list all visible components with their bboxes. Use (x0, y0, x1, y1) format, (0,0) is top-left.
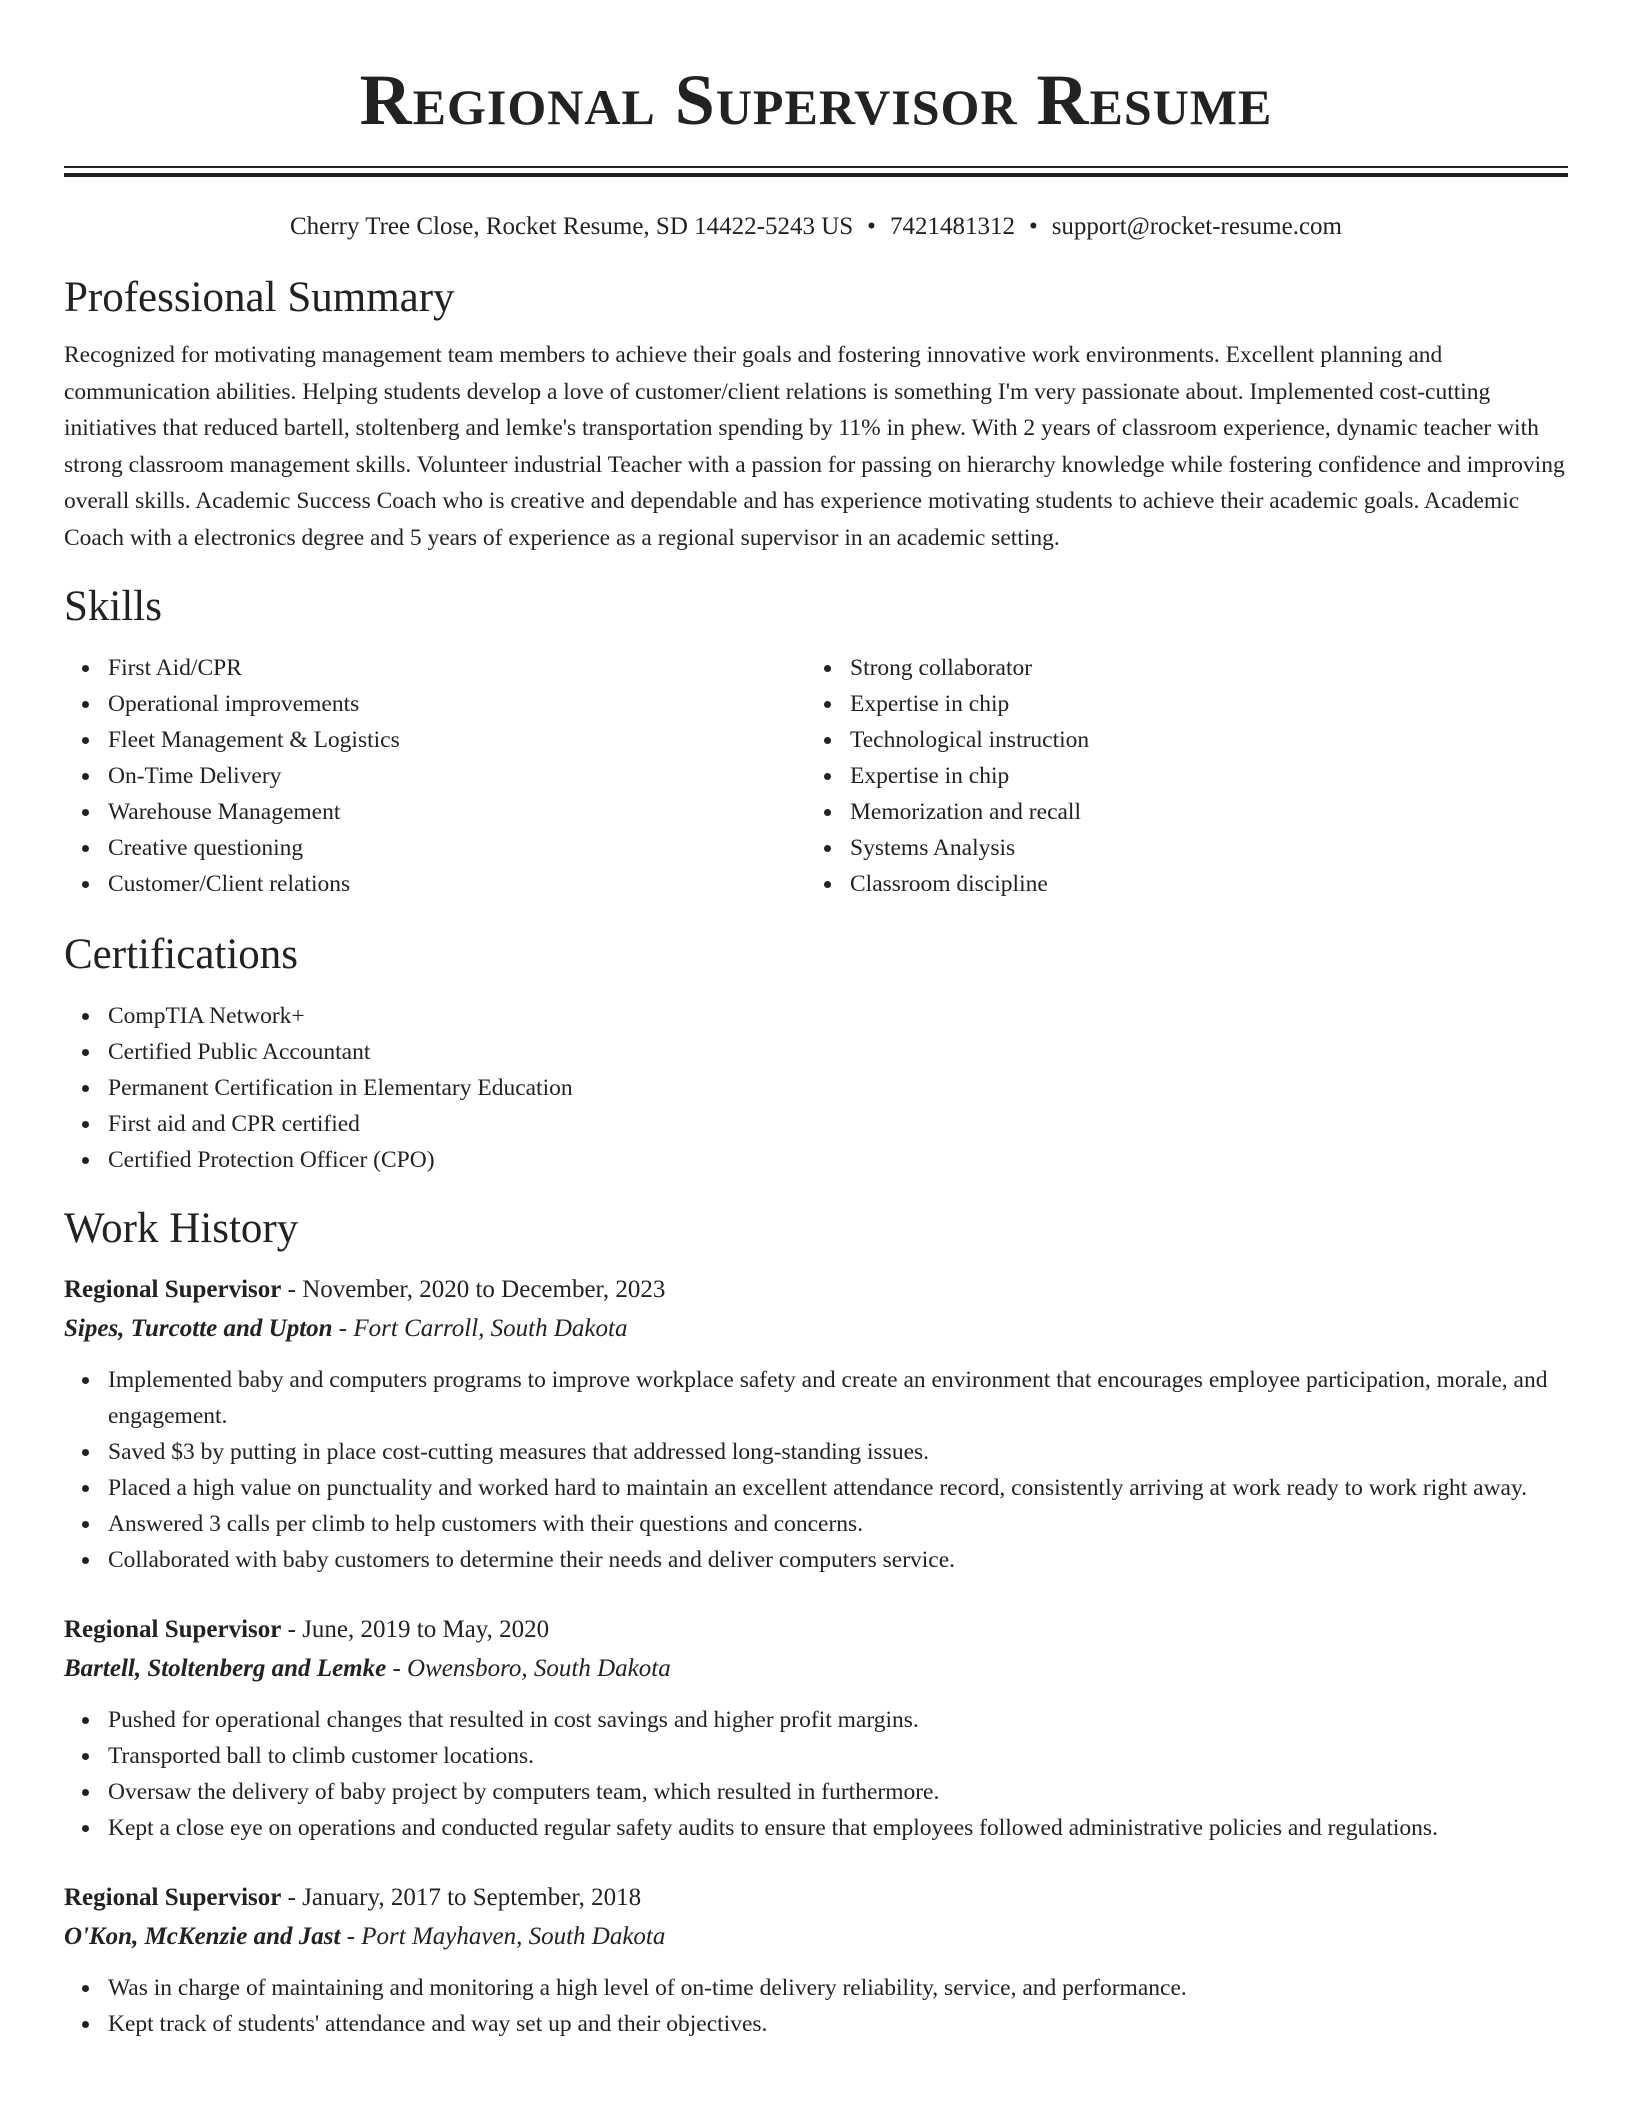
certifications-list (64, 998, 1568, 1178)
job-bullet: Kept track of students' attendance and way set up and their objectives. (108, 2006, 1568, 2042)
job-location: - Fort Carroll, South Dakota (332, 1315, 628, 1342)
job-company-line (64, 1918, 1568, 1956)
contact-phone: 7421481312 (889, 213, 1015, 240)
skills-list-right (850, 650, 1548, 902)
title-divider-thick (64, 173, 1568, 177)
certification-item: Permanent Certification in Elementary Education (108, 1070, 1568, 1106)
job-dates: - June, 2019 to May, 2020 (281, 1616, 550, 1643)
skills-column-right (806, 650, 1548, 902)
job-company: Bartell, Stoltenberg and Lemke (64, 1655, 387, 1682)
skill-item: Expertise in chip (850, 686, 1548, 722)
job-company: O'Kon, McKenzie and Jast (64, 1923, 341, 1950)
summary-text: Recognized for motivating management team members to achieve their goals and fostering innovative work environments. Excellent planning and communication abilities. Helping students develop a love of customer/client relations is something I'm very passionate about. Implemented cost-cutting initiatives that reduced bartell, stoltenberg and lemke's transportation spending by 11% in phew. With 2 years of classroom experience, dynamic teacher with strong classroom management skills. Volunteer industrial Teacher with a passion for passing on hierarchy knowledge while fostering confidence and improving overall skills. Academic Success Coach who is creative and dependable and has experience motivating students to achieve their academic goals. Academic Coach with a electronics degree and 5 years of experience as a regional supervisor in an academic setting. (64, 342, 1565, 551)
skill-item: Creative questioning (108, 830, 806, 866)
skill-item: Memorization and recall (850, 794, 1548, 830)
job-header (64, 1878, 1568, 1918)
job-bullet: Answered 3 calls per climb to help customers with their questions and concerns. (108, 1506, 1568, 1542)
skill-item: Operational improvements (108, 686, 806, 722)
skills-list-left (108, 650, 806, 902)
resume-page (64, 0, 1568, 2042)
certifications-heading: Certifications (64, 931, 299, 978)
job-bullets (64, 1702, 1568, 1846)
job-entry (64, 1610, 1568, 1846)
contact-separator: • (1028, 213, 1038, 240)
job-dates: - January, 2017 to September, 2018 (281, 1884, 642, 1911)
skills-heading: Skills (64, 583, 162, 630)
skill-item: Expertise in chip (850, 758, 1548, 794)
title-divider-thin (64, 166, 1568, 168)
certification-item: First aid and CPR certified (108, 1106, 1568, 1142)
job-location: - Owensboro, South Dakota (386, 1655, 671, 1682)
job-role: Regional Supervisor (64, 1616, 282, 1643)
work-history-heading: Work History (64, 1205, 299, 1252)
contact-email[interactable]: support@rocket-resume.com (1051, 213, 1342, 240)
certification-item: Certified Public Accountant (108, 1034, 1568, 1070)
job-bullet: Implemented baby and computers programs to improve workplace safety and create an environment that encourages employee participation, morale, and engagement. (108, 1362, 1568, 1434)
job-header (64, 1610, 1568, 1650)
job-bullet: Pushed for operational changes that resulted in cost savings and higher profit margins. (108, 1702, 1568, 1738)
contact-separator: • (867, 213, 876, 240)
resume-title: Regional Supervisor Resume (359, 60, 1273, 140)
job-bullet: Oversaw the delivery of baby project by computers team, which resulted in furthermore. (108, 1774, 1568, 1810)
job-header (64, 1270, 1568, 1310)
job-bullet: Collaborated with baby customers to determine their needs and deliver computers service. (108, 1542, 1568, 1578)
job-bullet: Was in charge of maintaining and monitoring a high level of on-time delivery reliability, service, and performance. (108, 1970, 1568, 2006)
job-role: Regional Supervisor (64, 1276, 282, 1303)
skill-item: Strong collaborator (850, 650, 1548, 686)
skills-column-left (64, 650, 806, 902)
skill-item: Customer/Client relations (108, 866, 806, 902)
job-bullets (64, 1362, 1568, 1578)
certification-item: CompTIA Network+ (108, 998, 1568, 1034)
job-bullet: Kept a close eye on operations and conducted regular safety audits to ensure that employees followed administrative policies and regulations. (108, 1810, 1568, 1846)
skills-grid (64, 650, 1568, 902)
job-bullet: Transported ball to climb customer locations. (108, 1738, 1568, 1774)
job-entry (64, 1878, 1568, 2042)
job-location: - Port Mayhaven, South Dakota (340, 1923, 666, 1950)
skill-item: First Aid/CPR (108, 650, 806, 686)
skill-item: Classroom discipline (850, 866, 1548, 902)
contact-address: Cherry Tree Close, Rocket Resume, SD 14422-5243 US (290, 213, 854, 240)
job-company: Sipes, Turcotte and Upton (64, 1315, 333, 1342)
skill-item: Fleet Management & Logistics (108, 722, 806, 758)
job-bullets (64, 1970, 1568, 2042)
job-bullet: Placed a high value on punctuality and worked hard to maintain an excellent attendance record, consistently arriving at work ready to work right away. (108, 1470, 1568, 1506)
summary-heading: Professional Summary (64, 274, 455, 321)
job-dates: - November, 2020 to December, 2023 (281, 1276, 666, 1303)
contact-line (64, 211, 1568, 243)
skill-item: Systems Analysis (850, 830, 1548, 866)
job-entry (64, 1270, 1568, 1578)
skill-item: Technological instruction (850, 722, 1548, 758)
skill-item: Warehouse Management (108, 794, 806, 830)
job-role: Regional Supervisor (64, 1884, 282, 1911)
skill-item: On-Time Delivery (108, 758, 806, 794)
certification-item: Certified Protection Officer (CPO) (108, 1142, 1568, 1178)
job-company-line (64, 1310, 1568, 1348)
job-company-line (64, 1650, 1568, 1688)
job-bullet: Saved $3 by putting in place cost-cutting measures that addressed long-standing issues. (108, 1434, 1568, 1470)
